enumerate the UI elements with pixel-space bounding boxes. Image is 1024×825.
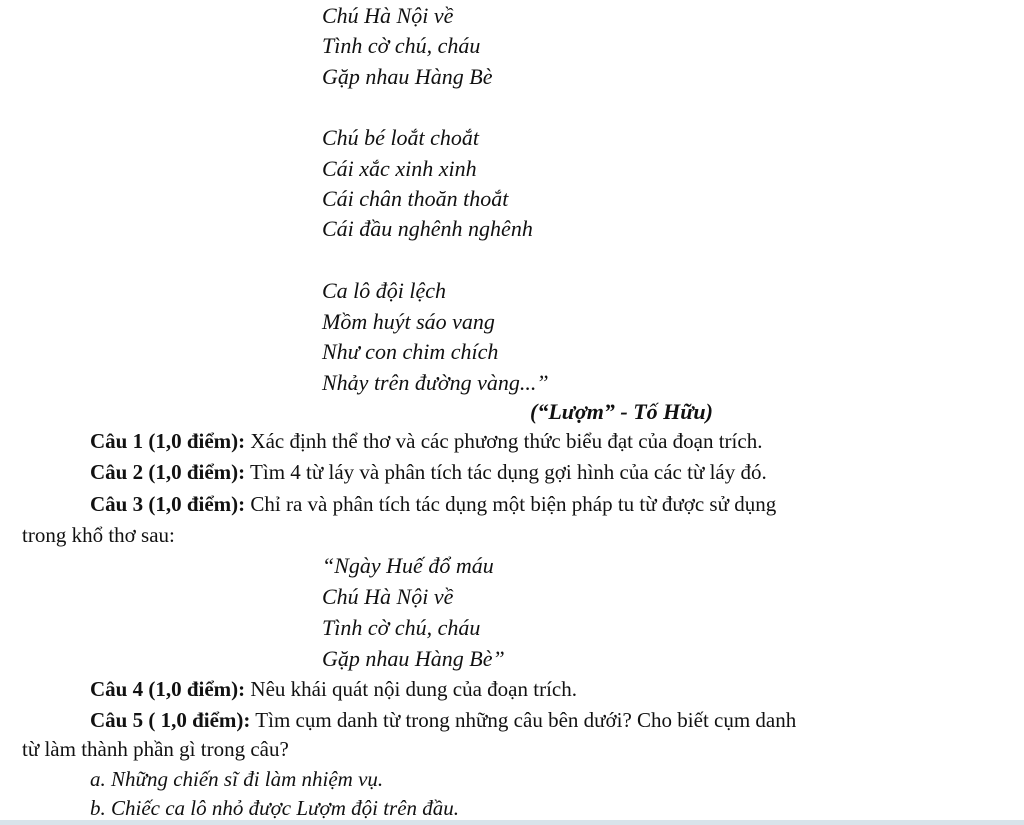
question-3 <box>90 489 776 519</box>
question-text: Tìm cụm danh từ trong những câu bên dưới? Cho biết cụm danh <box>250 708 797 732</box>
question-2 <box>90 457 767 487</box>
quoted-poem-line: Tình cờ chú, cháu <box>322 615 481 640</box>
quoted-poem-line: “Ngày Huế đổ máu <box>322 553 494 578</box>
poem-line: Ca lô đội lệch <box>322 278 447 303</box>
poem-line: Cái xắc xinh xinh <box>322 156 477 181</box>
question-text: Chỉ ra và phân tích tác dụng một biện pháp tu từ được sử dụng <box>245 492 777 516</box>
question-label: Câu 1 (1,0 điểm): <box>90 429 246 453</box>
question-text: Nêu khái quát nội dung của đoạn trích. <box>245 677 577 701</box>
quoted-poem-line: Gặp nhau Hàng Bè” <box>322 646 505 671</box>
answer-item-b: b. Chiếc ca lô nhỏ được Lượm đội trên đầu. <box>90 796 460 820</box>
bottom-divider <box>0 820 1024 825</box>
question-text: Tìm 4 từ láy và phân tích tác dụng gợi hình của các từ láy đó. <box>245 460 767 484</box>
question-4 <box>90 674 577 704</box>
poem-line: Mồm huýt sáo vang <box>322 309 495 334</box>
question-label: Câu 5 ( 1,0 điểm): <box>90 708 251 732</box>
answer-item-a: a. Những chiến sĩ đi làm nhiệm vụ. <box>90 767 384 791</box>
poem-line: Cái đầu nghênh nghênh <box>322 216 533 241</box>
poem-line: Gặp nhau Hàng Bè <box>322 64 493 89</box>
question-5 <box>90 705 796 735</box>
poem-line: Chú Hà Nội về <box>322 3 454 28</box>
question-text: Xác định thể thơ và các phương thức biểu đạt của đoạn trích. <box>245 429 763 453</box>
poem-source: (“Lượm” - Tố Hữu) <box>530 399 713 424</box>
question-label: Câu 4 (1,0 điểm): <box>90 677 246 701</box>
poem-line: Chú bé loắt choắt <box>322 125 480 150</box>
question-label: Câu 3 (1,0 điểm): <box>90 492 246 516</box>
poem-line: Như con chim chích <box>322 339 499 364</box>
poem-line: Tình cờ chú, cháu <box>322 33 481 58</box>
poem-line: Cái chân thoăn thoắt <box>322 186 509 211</box>
question-1 <box>90 426 762 456</box>
poem-line: Nhảy trên đường vàng...” <box>322 370 549 395</box>
question-5-continuation: từ làm thành phần gì trong câu? <box>22 737 289 761</box>
question-3-continuation: trong khổ thơ sau: <box>22 523 175 547</box>
question-label: Câu 2 (1,0 điểm): <box>90 460 246 484</box>
quoted-poem-line: Chú Hà Nội về <box>322 584 454 609</box>
